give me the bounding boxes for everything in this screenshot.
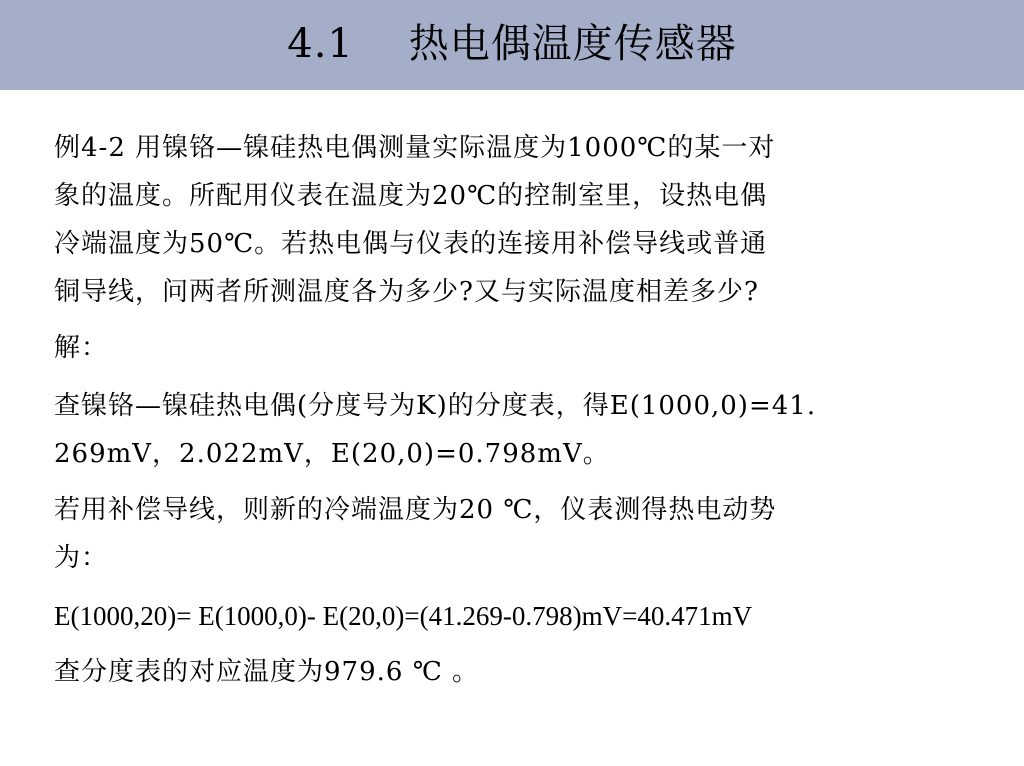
solution-label: 解：	[54, 333, 109, 363]
example-line: 铜导线，问两者所测温度各为多少?又与实际温度相差多少?	[54, 277, 759, 307]
lookup-line: 269mV，2.022mV，E(20,0)=0.798mV。	[54, 439, 610, 469]
compensation-paragraph	[54, 486, 974, 582]
example-problem	[54, 124, 974, 316]
compensation-line: 若用补偿导线，则新的冷端温度为20 ℃，仪表测得热电动势	[54, 495, 777, 525]
compensation-line: 为：	[54, 543, 109, 573]
slide-title: 4.1 热电偶温度传感器	[287, 21, 737, 67]
slide-content	[54, 124, 974, 696]
lookup-paragraph	[54, 382, 974, 478]
example-line: 例4-2 用镍铬—镍硅热电偶测量实际温度为1000℃的某一对	[54, 133, 776, 163]
example-line: 象的温度。所配用仪表在温度为20℃的控制室里，设热电偶	[54, 181, 768, 211]
lookup-line: 查镍铬—镍硅热电偶(分度号为K)的分度表，得E(1000,0)=41.	[54, 391, 817, 421]
example-line: 冷端温度为50℃。若热电偶与仪表的连接用补偿导线或普通	[54, 229, 768, 259]
title-bar	[0, 0, 1024, 90]
result-line: 查分度表的对应温度为979.6 ℃ 。	[54, 657, 480, 687]
emf-equation: E(1000,20)= E(1000,0)- E(20,0)=(41.269-0.798)mV=40.471mV	[54, 601, 753, 631]
